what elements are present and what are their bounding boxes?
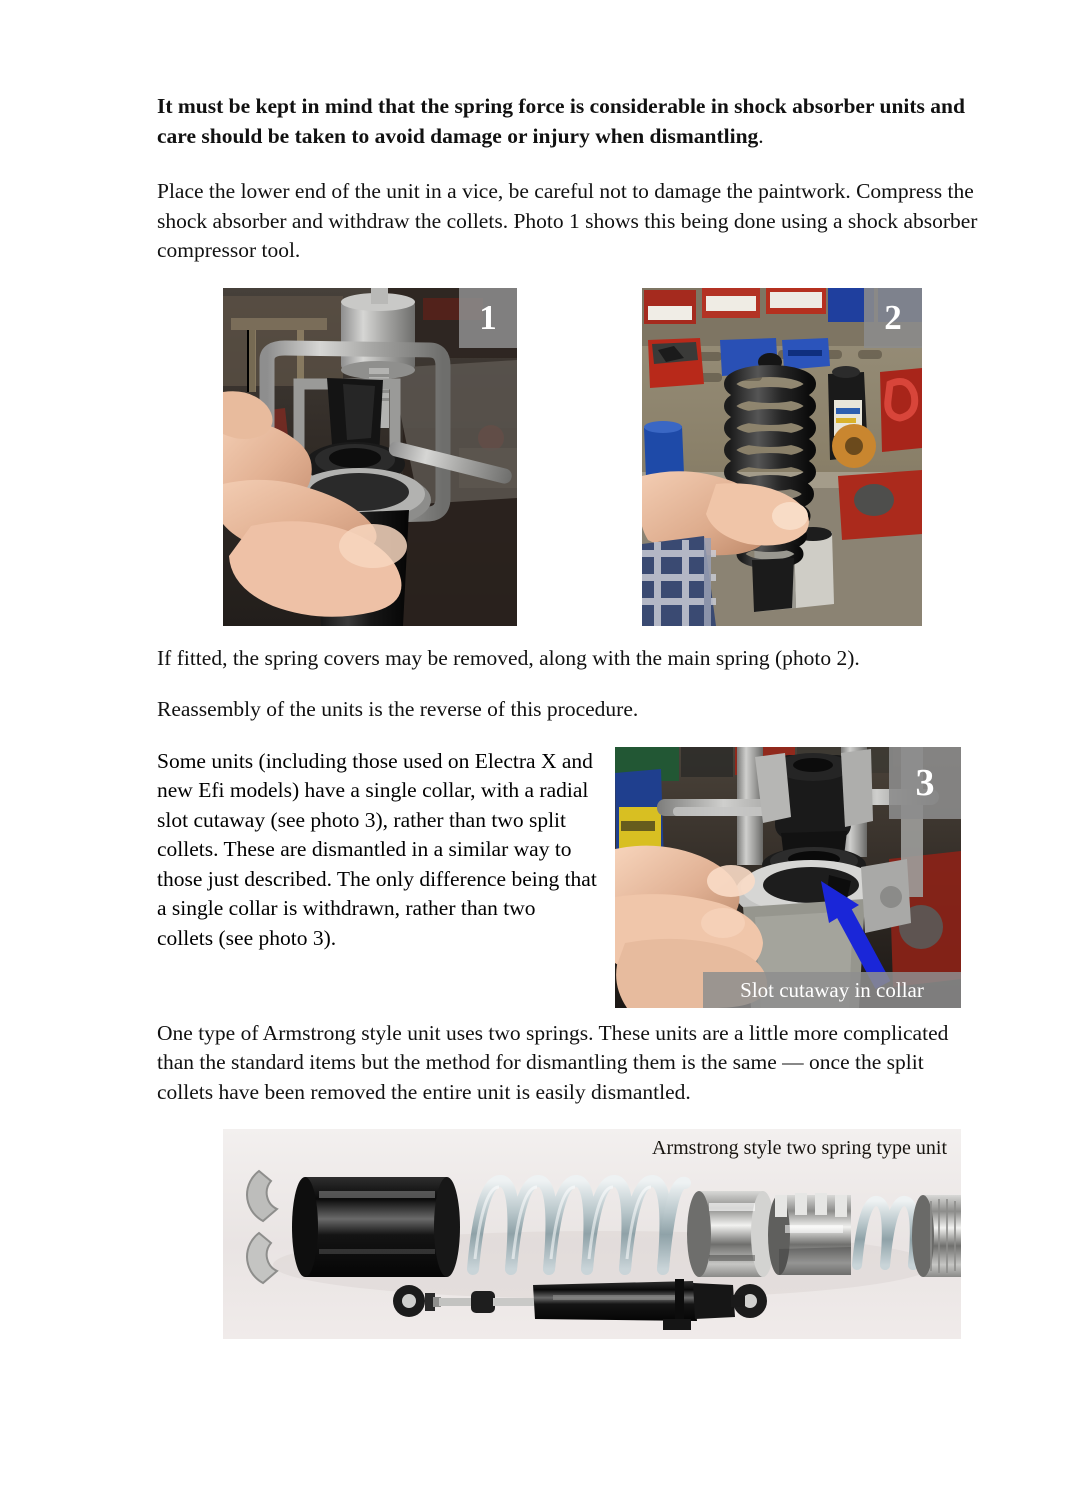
warning-paragraph xyxy=(157,92,984,151)
photo-4-image xyxy=(223,1129,961,1339)
photo-1-badge: 1 xyxy=(459,288,517,348)
single-collar-text: Some units (including those used on Electra X and new Efi models) have a single collar, with a radial slot cutaway (see photo 3), rather than two split collets. These are dismantled in a similar way to those just described. The only difference being that a single collar is withdrawn, rather than two collets (see photo 3). xyxy=(157,748,597,950)
vice-paragraph: Place the lower end of the unit in a vice, be careful not to damage the paintwork. Compress the shock absorber and withdraw the collets. Photo 1 shows this being done using a shock absorber compressor tool. xyxy=(157,179,978,262)
single-collar-section xyxy=(157,747,984,1015)
page-content xyxy=(157,92,984,1341)
photo-row-bottom xyxy=(157,1129,984,1341)
photo-3-badge: 3 xyxy=(889,747,961,819)
photo-2-badge: 2 xyxy=(864,288,922,348)
photo-1-shock-in-vice xyxy=(223,288,517,626)
photo-3-caption: Slot cutaway in collar xyxy=(703,972,961,1008)
photo-row-top xyxy=(157,288,984,630)
armstrong-paragraph: One type of Armstrong style unit uses two springs. These units are a little more complicated than the standard items but the method for dismantling them is the same — once the split collets have been removed the entire unit is easily dismantled. xyxy=(157,1020,949,1104)
photo-3-slot-cutaway xyxy=(615,747,961,1008)
warning-text: It must be kept in mind that the spring force is considerable in shock absorber units and care should be taken to avoid damage or injury when dismantling xyxy=(157,94,965,148)
spring-covers-paragraph: If fitted, the spring covers may be removed, along with the main spring (photo 2). xyxy=(157,645,860,670)
photo-2-spring-unit xyxy=(642,288,922,626)
photo-4-caption: Armstrong style two spring type unit xyxy=(652,1137,947,1159)
photo-4-armstrong-exploded xyxy=(223,1129,961,1339)
warning-period: . xyxy=(758,123,764,148)
reassembly-paragraph: Reassembly of the units is the reverse of this procedure. xyxy=(157,697,639,721)
